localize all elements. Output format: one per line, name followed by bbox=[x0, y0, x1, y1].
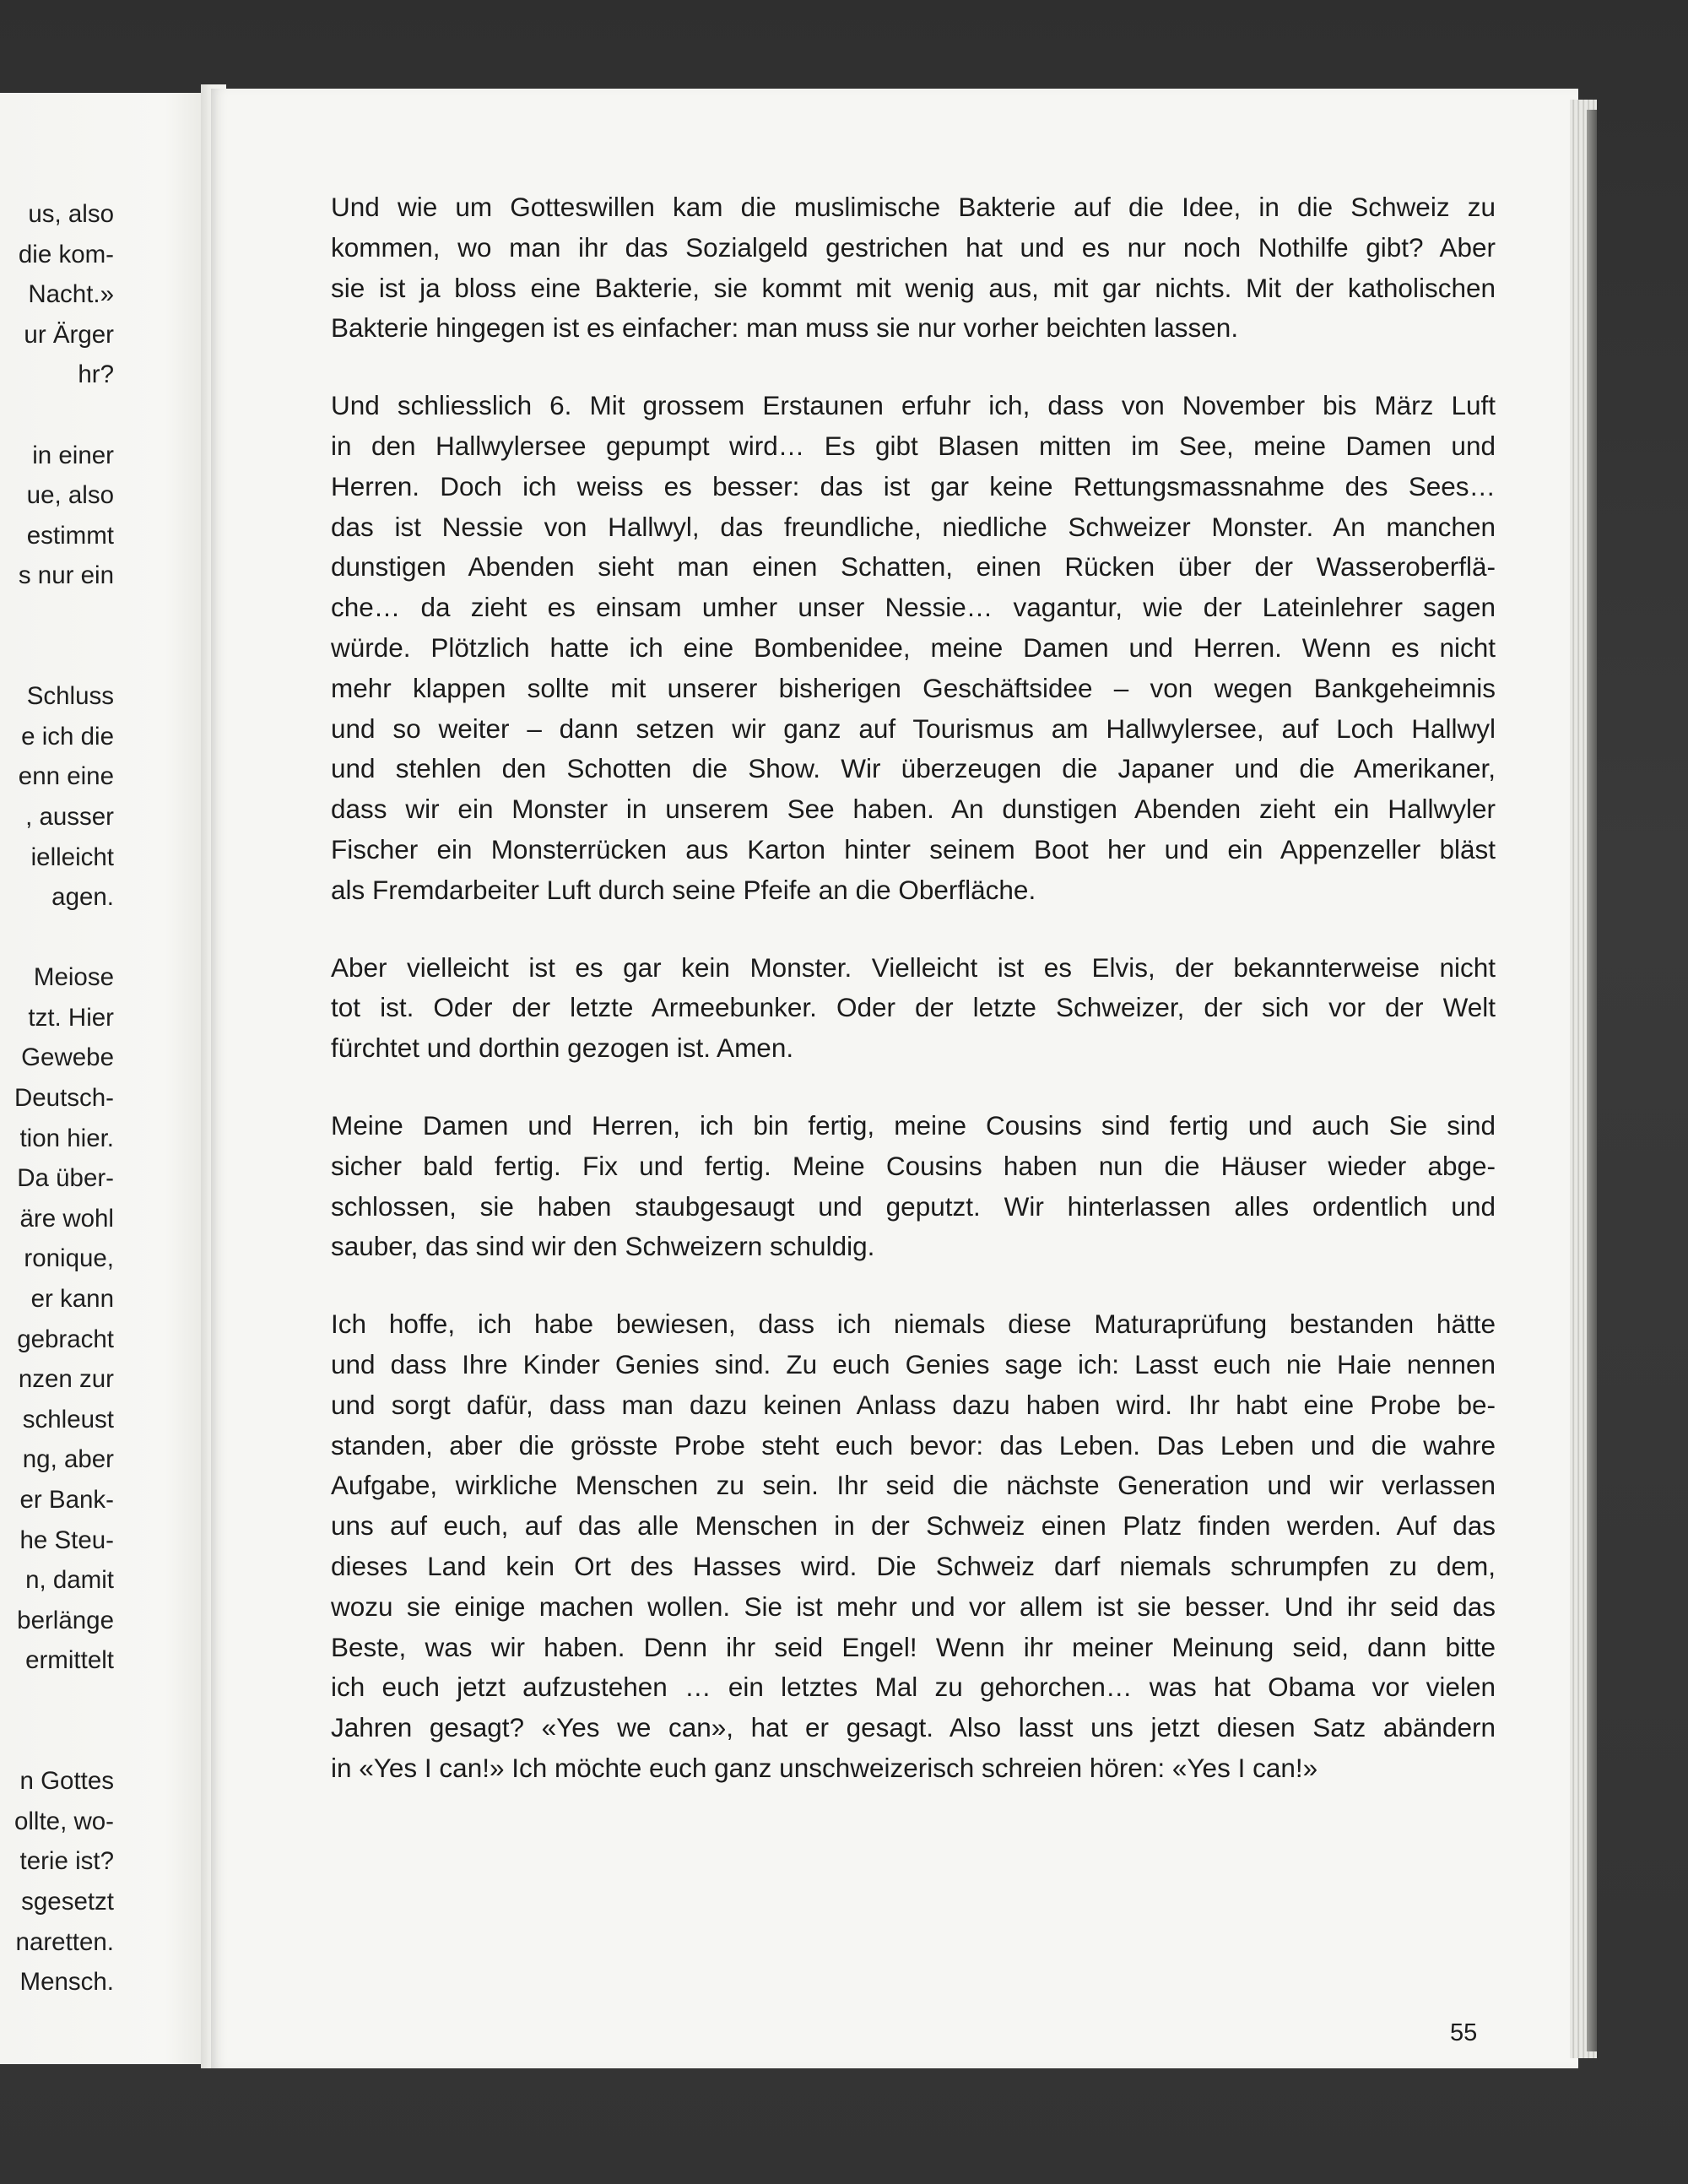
paragraph-line: Aufgabe, wirkliche Menschen zu sein. Ihr seid die nächste Generation und wir verlassen bbox=[331, 1470, 1496, 1501]
paragraph bbox=[331, 386, 1496, 910]
paragraph-line: das ist Nessie von Hallwyl, das freundliche, niedliche Schweizer Monster. An manchen bbox=[331, 511, 1496, 542]
paragraph-line: Aber vielleicht ist es gar kein Monster. Vielleicht ist es Elvis, der bekannterweise nicht bbox=[331, 951, 1496, 983]
left-page-line: berlänge bbox=[17, 1606, 114, 1634]
paragraph-line: mehr klappen sollte mit unserer bisherigen Geschäftsidee – von wegen Bankgeheimnis bbox=[331, 672, 1496, 703]
paragraph bbox=[331, 1304, 1496, 1789]
left-page-line: ermittelt bbox=[25, 1646, 114, 1675]
paragraph-line: kommen, wo man ihr das Sozialgeld gestrichen hat und es nur noch Nothilfe gibt? Aber bbox=[331, 231, 1496, 263]
paragraph bbox=[331, 187, 1496, 349]
left-page-line bbox=[0, 1681, 114, 1721]
paragraph-line: Meine Damen und Herren, ich bin fertig, meine Cousins sind fertig und auch Sie sind bbox=[331, 1109, 1496, 1141]
left-page-line: he Steu- bbox=[19, 1526, 114, 1554]
left-page-line: enn eine bbox=[18, 762, 114, 791]
left-page-line: agen. bbox=[51, 883, 114, 912]
paragraph bbox=[331, 948, 1496, 1069]
left-page-line: gebracht bbox=[17, 1325, 114, 1353]
left-page-line bbox=[0, 918, 114, 958]
paragraph-line: in «Yes I can!» Ich möchte euch ganz unschweizerisch schreien hören: «Yes I can!» bbox=[331, 1752, 1318, 1783]
left-page-line bbox=[0, 596, 114, 637]
paragraph-line: Jahren gesagt? «Yes we can», hat er gesagt. Also lasst uns jetzt diesen Satz abändern bbox=[331, 1712, 1496, 1743]
left-page-line: e ich die bbox=[21, 722, 114, 751]
paragraph-line: und stehlen den Schotten die Show. Wir überzeugen die Japaner und die Amerikaner, bbox=[331, 753, 1496, 784]
paragraph-line: und sorgt dafür, dass man dazu keinen Anlass dazu haben wird. Ihr habt eine Probe be- bbox=[331, 1389, 1496, 1420]
left-page-line: sgesetzt bbox=[21, 1887, 114, 1916]
left-page-line: Meiose bbox=[33, 963, 114, 992]
left-page bbox=[0, 93, 207, 2064]
left-page-line bbox=[0, 1721, 114, 1762]
left-page-line: Mensch. bbox=[19, 1968, 114, 1997]
paragraph-line: in den Hallwylersee gepumpt wird… Es gibt Blasen mitten im See, meine Damen und bbox=[331, 430, 1496, 461]
paragraph-line: Beste, was wir haben. Denn ihr seid Engel! Wenn ihr meiner Meinung seid, dann bitte bbox=[331, 1631, 1496, 1662]
paragraph-line: sicher bald fertig. Fix und fertig. Meine Cousins haben nun die Häuser wieder abge- bbox=[331, 1150, 1496, 1181]
left-page-line: terie ist? bbox=[19, 1847, 114, 1876]
left-page-line bbox=[0, 395, 114, 436]
left-page-line: n, damit bbox=[25, 1566, 114, 1595]
left-page-line: n Gottes bbox=[19, 1767, 114, 1796]
left-page-text bbox=[0, 194, 114, 2002]
paragraph-line: würde. Plötzlich hatte ich eine Bombenidee, meine Damen und Herren. Wenn es nicht bbox=[331, 631, 1496, 663]
left-page-line: ielleicht bbox=[30, 843, 114, 871]
left-page-line: hr? bbox=[78, 360, 114, 389]
left-page-line: in einer bbox=[32, 441, 114, 469]
left-page-line: Gewebe bbox=[21, 1043, 114, 1072]
paragraph-line: Bakterie hingegen ist es einfacher: man muss sie nur vorher beichten lassen. bbox=[331, 312, 1239, 344]
left-page-line: die kom- bbox=[18, 240, 114, 268]
page-edge-shadow bbox=[1587, 110, 1597, 2051]
paragraph-line: dunstigen Abenden sieht man einen Schatten, einen Rücken über der Wasseroberflä- bbox=[331, 551, 1496, 583]
paragraph-line: und dass Ihre Kinder Genies sind. Zu euch Genies sage ich: Lasst euch nie Haie nennen bbox=[331, 1348, 1496, 1379]
left-page-line: Nacht.» bbox=[28, 280, 114, 309]
paragraph-line: schlossen, sie haben staubgesaugt und geputzt. Wir hinterlassen alles ordentlich und bbox=[331, 1190, 1496, 1222]
left-page-line: äre wohl bbox=[19, 1204, 114, 1233]
left-page-line: nzen zur bbox=[18, 1365, 114, 1394]
left-page-line: ng, aber bbox=[22, 1445, 114, 1474]
paragraph-line: Ich hoffe, ich habe bewiesen, dass ich niemals diese Maturaprüfung bestanden hätte bbox=[331, 1309, 1496, 1340]
left-page-line: schleust bbox=[22, 1405, 114, 1433]
paragraph-line: che… da zieht es einsam umher unser Nessie… vagantur, wie der Lateinlehrer sagen bbox=[331, 592, 1496, 623]
paragraph-line: uns auf euch, auf das alle Menschen in der Schweiz einen Platz finden werden. Auf das bbox=[331, 1510, 1496, 1542]
paragraph-line: und so weiter – dann setzen wir ganz auf Tourismus am Hallwylersee, auf Loch Hallwyl bbox=[331, 713, 1496, 744]
left-page-line: ur Ärger bbox=[24, 320, 114, 349]
left-page-line: Da über- bbox=[17, 1164, 114, 1193]
paragraph-line: standen, aber die grösste Probe steht euch bevor: das Leben. Das Leben und die wahre bbox=[331, 1429, 1496, 1461]
paragraph-line: Fischer ein Monsterrücken aus Karton hinter seinem Boot her und ein Appenzeller bläst bbox=[331, 833, 1496, 864]
left-page-line bbox=[0, 637, 114, 677]
left-page-line: estimmt bbox=[26, 521, 114, 550]
paragraph-line: tot ist. Oder der letzte Armeebunker. Oder der letzte Schweizer, der sich vor der Welt bbox=[331, 992, 1496, 1023]
left-page-line: s nur ein bbox=[18, 561, 114, 590]
paragraph-line: dieses Land kein Ort des Hasses wird. Die Schweiz darf niemals schrumpfen zu dem, bbox=[331, 1550, 1496, 1581]
paragraph-line: dass wir ein Monster in unserem See haben. An dunstigen Abenden zieht ein Hallwyler bbox=[331, 794, 1496, 825]
paragraph-line: Und wie um Gotteswillen kam die muslimische Bakterie auf die Idee, in die Schweiz zu bbox=[331, 192, 1496, 222]
left-page-line: ronique, bbox=[24, 1244, 114, 1273]
paragraph-line: Und schliesslich 6. Mit grossem Erstaunen erfuhr ich, dass von November bis März Luft bbox=[331, 390, 1496, 421]
left-page-line: Deutsch- bbox=[14, 1084, 114, 1113]
left-page-line: ollte, wo- bbox=[14, 1807, 114, 1835]
left-page-line: ue, also bbox=[26, 481, 114, 510]
paragraph-line: ich euch jetzt aufzustehen … ein letztes Mal zu gehorchen… was hat Obama vor vielen bbox=[331, 1672, 1496, 1703]
left-page-line: er kann bbox=[30, 1285, 114, 1314]
left-page-line: , ausser bbox=[25, 802, 114, 831]
paragraph-line: als Fremdarbeiter Luft durch seine Pfeife an die Oberfläche. bbox=[331, 874, 1036, 905]
left-page-line: us, also bbox=[28, 200, 114, 228]
paragraph bbox=[331, 1106, 1496, 1267]
page-number: 55 bbox=[1450, 2019, 1478, 2046]
left-page-line: tion hier. bbox=[19, 1124, 114, 1152]
paragraph-line: wozu sie einige machen wollen. Sie ist mehr und vor allem ist sie besser. Und ihr seid das bbox=[331, 1591, 1496, 1622]
paragraph-line: sauber, das sind wir den Schweizern schuldig. bbox=[331, 1231, 875, 1262]
left-page-line: er Bank- bbox=[19, 1486, 114, 1514]
paragraph-line: fürchtet und dorthin gezogen ist. Amen. bbox=[331, 1032, 794, 1064]
left-page-line: naretten. bbox=[15, 1927, 114, 1956]
paragraph-line: sie ist ja bloss eine Bakterie, sie kommt mit wenig aus, mit gar nichts. Mit der katholischen bbox=[331, 272, 1496, 303]
paragraph-line: Herren. Doch ich weiss es besser: das ist gar keine Rettungsmassnahme des Sees… bbox=[331, 470, 1496, 501]
left-page-line: tzt. Hier bbox=[28, 1003, 114, 1032]
left-page-line: Schluss bbox=[26, 682, 114, 711]
main-text-block bbox=[331, 187, 1496, 1826]
